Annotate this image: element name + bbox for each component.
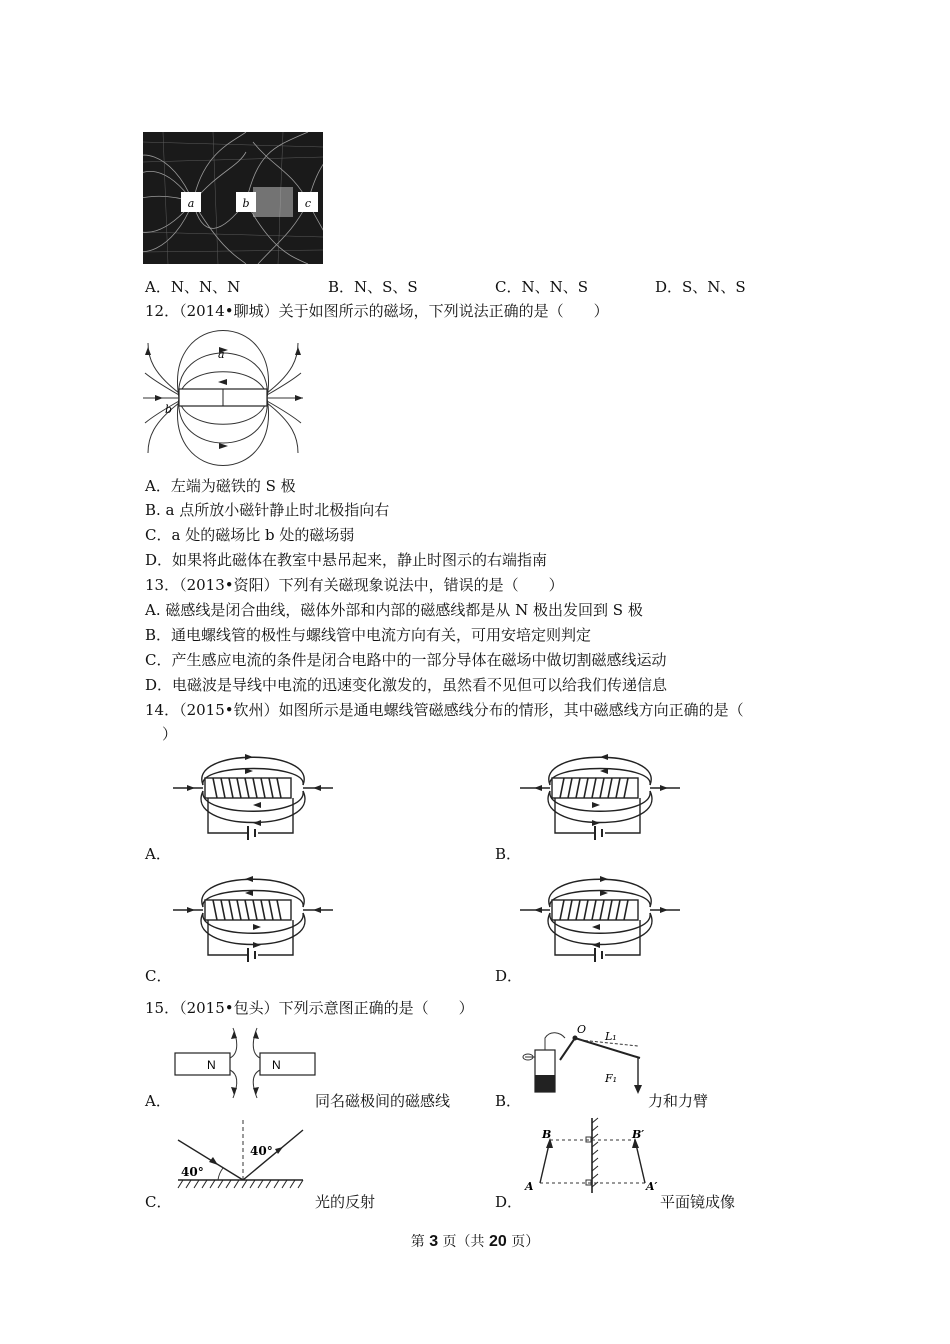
q12-option-c: C．a 处的磁场比 b 处的磁场弱 bbox=[145, 526, 355, 544]
q11-option-d: D．S、N、S bbox=[655, 278, 746, 296]
force-f1-label: F₁ bbox=[605, 1072, 618, 1085]
point-b-prime-label: B′ bbox=[632, 1128, 645, 1141]
q15-stem: 15．（2015•包头）下列示意图正确的是（ ） bbox=[145, 999, 474, 1017]
pivot-o-label: O bbox=[577, 1023, 587, 1036]
point-a-prime-label: A′ bbox=[646, 1180, 658, 1193]
solenoid-figure-d bbox=[520, 870, 680, 970]
q14-option-a: A． bbox=[145, 845, 171, 863]
q13-option-c: C．产生感应电流的条件是闭合电路中的一部分导体在磁场中做切割磁感线运动 bbox=[145, 651, 667, 669]
point-a-label: A bbox=[525, 1180, 534, 1193]
q15-option-d: D． bbox=[495, 1193, 523, 1211]
q13-option-a: A. 磁感线是闭合曲线，磁体外部和内部的磁感线都是从 N 极出发回到 S 极 bbox=[145, 601, 643, 619]
q11-option-a: A．N、N、N bbox=[145, 278, 241, 296]
point-b-label: B bbox=[542, 1128, 552, 1141]
page-footer: 第 3 页（共 20 页） bbox=[410, 1233, 540, 1250]
q15-option-a: A． bbox=[145, 1092, 171, 1110]
q12-stem: 12．（2014•聊城）关于如图所示的磁场，下列说法正确的是（ ） bbox=[145, 302, 609, 320]
q14-stem-close: ） bbox=[162, 725, 178, 743]
q15-option-b: B． bbox=[495, 1092, 522, 1110]
page-number: 3 bbox=[429, 1233, 439, 1250]
q15-caption-d: 平面镜成像 bbox=[660, 1193, 736, 1211]
q15-caption-b: 力和力臂 bbox=[648, 1092, 709, 1110]
magnet-b-label: b bbox=[242, 197, 250, 210]
arm-l1-label: L₁ bbox=[605, 1030, 617, 1043]
q13-option-d: D．电磁波是导线中电流的迅速变化激发的，虽然看不见但可以给我们传递信息 bbox=[145, 676, 668, 694]
magnet-c-label: c bbox=[304, 197, 312, 210]
q14-option-b: B． bbox=[495, 845, 522, 863]
solenoid-figure-a bbox=[173, 748, 333, 848]
like-poles-figure bbox=[175, 1028, 315, 1098]
reflect-angle-label: 40° bbox=[250, 1144, 273, 1158]
bar-magnet-field-figure bbox=[143, 333, 303, 463]
point-a-label: a bbox=[218, 348, 225, 361]
incident-angle-label: 40° bbox=[181, 1165, 204, 1179]
lever-figure bbox=[520, 1020, 650, 1095]
solenoid-figure-c bbox=[173, 870, 333, 970]
magnet-left-n: N bbox=[207, 1058, 216, 1072]
q11-option-b: B．N、S、S bbox=[328, 278, 418, 296]
solenoid-figure-b bbox=[520, 748, 680, 848]
q14-option-c: C． bbox=[145, 967, 172, 985]
q12-option-d: D．如果将此磁体在教室中悬吊起来，静止时图示的右端指南 bbox=[145, 551, 548, 569]
point-b-label: b bbox=[165, 403, 173, 416]
magnet-right-n: N bbox=[272, 1058, 281, 1072]
page-total: 20 bbox=[489, 1233, 507, 1250]
q15-caption-c: 光的反射 bbox=[315, 1193, 376, 1211]
q12-option-a: A．左端为磁铁的 S 极 bbox=[145, 477, 296, 495]
q13-stem: 13．（2013•资阳）下列有关磁现象说法中，错误的是（ ） bbox=[145, 576, 564, 594]
iron-filings-figure bbox=[143, 132, 323, 264]
q13-option-b: B．通电螺线管的极性与螺线管中电流方向有关，可用安培定则判定 bbox=[145, 626, 592, 644]
q15-caption-a: 同名磁极间的磁感线 bbox=[315, 1092, 451, 1110]
reflection-figure bbox=[178, 1120, 308, 1195]
plane-mirror-figure bbox=[520, 1118, 660, 1193]
q11-option-c: C．N、N、S bbox=[495, 278, 589, 296]
q12-option-b: B. a 点所放小磁针静止时北极指向右 bbox=[145, 501, 390, 519]
q14-stem: 14．（2015•钦州）如图所示是通电螺线管磁感线分布的情形，其中磁感线方向正确的是（ bbox=[145, 701, 744, 719]
q15-option-c: C． bbox=[145, 1193, 172, 1211]
magnet-a-label: a bbox=[187, 197, 195, 210]
q14-option-d: D． bbox=[495, 967, 523, 985]
